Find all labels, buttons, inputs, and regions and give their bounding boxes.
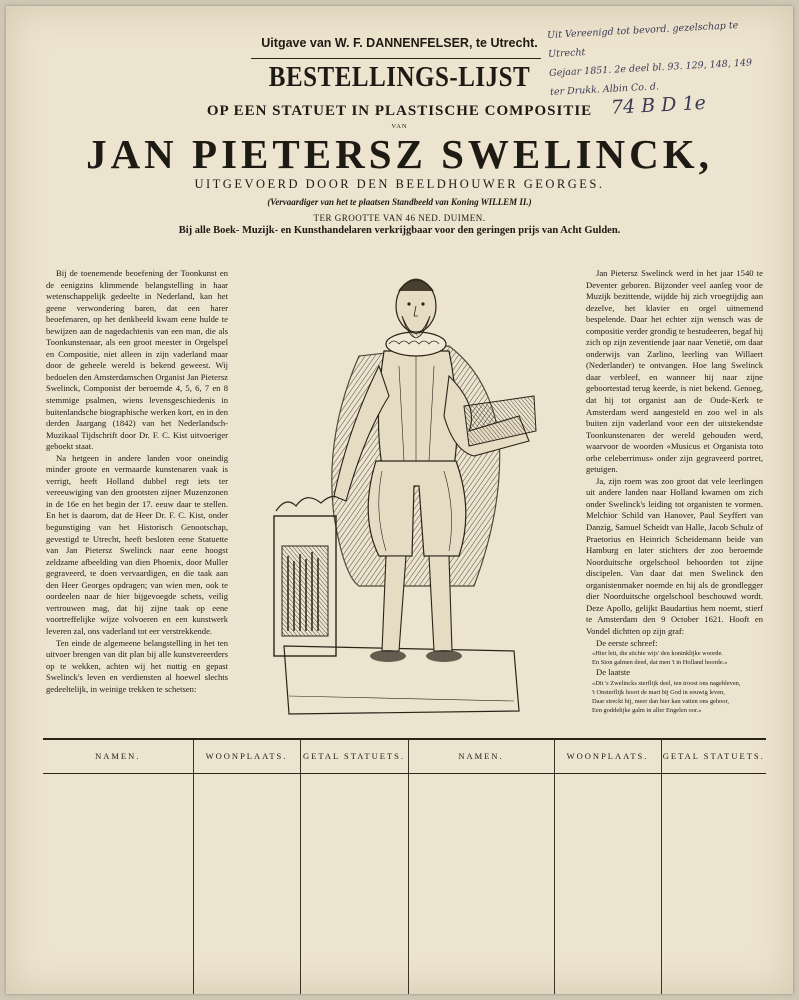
page-title: BESTELLINGS-LIJST [268,61,531,93]
poem-line: Een goddelijke galm in aller Engelen oor.» [592,706,702,714]
left-text-column [46,268,228,695]
header-rule [251,58,541,59]
table-cell [43,773,193,994]
statue-engraving [264,256,554,726]
handwritten-signature: 74 B D 1e [610,91,707,119]
column-header-residence: WOONPLAATS. [193,739,300,773]
paragraph: De eerste schreef: [596,637,658,648]
paragraph: Ja, zijn roem was zoo groot dat vele leerlingen uit andere landen naar Holland kwamen om zich onder Swelinck's leiding tot organisten te vormen. Melchior Schild van Hanover, Paul Seyffert van Danzig, Samuel Scheidt van Halle, Jacob Schulz of Praetorius en Heinrich Scheidemann beide van Hamburg en later stichters der zoo beroemde Noorduitsche orgelschool behoorden tot zijne discipelen. Van daar dat men Swelinck den organistenmaker noemde en hij als de grondlegger dier Noorduitsche orgelschool beschouwd wordt. Deze Apollo, gelijkt Baudartius hem noemt, stierf te Amsterdam den 9 October 1621. Hooft en Vondel dichtten op zijn graf: [586,475,763,636]
table-cell [408,773,554,994]
handwritten-line-2: Gejaar 1851. 2e deel bl. 93. 129, 148, 149 [548,57,753,80]
column-header-count: GETAL STATUETS. [300,739,408,773]
table-cell [300,773,408,994]
poem-line: Daar streckt hij, meer dan hier kan vatten ons gehoor, [592,697,729,705]
handwritten-line-1: Uit Vereenigd tot bevord. gezelschap te Utrecht [546,20,739,61]
handwritten-line-3: ter Drukk. Albin Co. d. [549,81,660,98]
poem-line: 't Onsterflijk hoort de mart bij God in eeuwig leven, [592,688,725,696]
composer-name: JAN PIETERSZ SWELINCK, [86,131,713,177]
column-header-names: NAMEN. [408,739,554,773]
availability-line: Bij alle Boek- Muzijk- en Kunsthandelaren verkrijgbaar voor den geringen prijs van Acht Gulden. [178,225,621,236]
sculptor-note: (Vervaardiger van het te plaatsen Standbeeld van Koning WILLEM II.) [267,197,532,207]
table-row [43,773,766,994]
publisher-line: Uitgave van W. F. DANNENFELSER, te Utrecht. [261,36,538,50]
sculptor-line: UITGEVOERD DOOR DEN BEELDHOUWER GEORGES. [194,177,605,191]
paragraph: Ten einde de algemeene belangstelling in het ten uitvoer brengen van dit plan bij alle kunstvereerders op te wekken, achten wij het nuttig en gepast Swelinck's leven en verdiensten al hoewel slechts gedeeltelijk, in weinige trekken te schetsen: [46,637,228,694]
page-subtitle: OP EEN STATUET IN PLASTISCHE COMPOSITIE [206,103,593,119]
table-cell [661,773,766,994]
column-header-count: GETAL STATUETS. [661,739,766,773]
poem-line: En Sion galmen deed, dat men 't in Holland hoorde.» [592,659,728,667]
document-sheet [6,6,793,994]
column-header-residence: WOONPLAATS. [554,739,661,773]
poem-line: «Hier leit, die stichte wijs' den koninklijke woorde. [592,650,723,658]
size-line: TER GROOTTE VAN 46 NED. DUIMEN. [313,213,486,223]
paragraph: Bij de toenemende beoefening der Toonkunst en de eenigzins klimmende belangstelling in haar wetenschappelijk gedeelte in Nederland, kan het geene verwondering baren, dat een harer beoefenaren, op het denkbeeld kwam eene hulde te bewijzen aan de nagedachtenis van een man, die als Toonkunstenaar, als een groot meester in Orgelspel en Compositie, niet alleen in zijn vaderland maar door de geheele wereld is bekend geweest. Wij bedoelen den Amsterdamschen Organist Jan Pietersz Swelinck, Componist der beroemde 4, 5, 6, 7 en 8 stemmige psalmen, wiens levensgeschiedenis in buitenlandsche biographische werken kort, en in den derden Jaargang (1842) van het Nederlandsch-Muzikaal Tijdschrift door Dr. F. C. Kist uitvoeriger geboekt staat. [46,268,228,452]
poem-line: «Dit 's Zwelincks sterflijk deel, ten troost ons nagebleven, [592,679,741,687]
paragraph: De laatste [596,667,631,678]
column-header-names: NAMEN. [43,739,193,773]
van-label: VAN [391,123,408,130]
table-cell [554,773,661,994]
table-cell [193,773,300,994]
right-text-column [586,268,763,715]
paragraph: Na hetgeen in andere landen voor oneindig minder groote en vermaarde kunstenaren vaak is verrigt, heeft Holland dubbel regt iets ter vereeuwiging van den grootsten zijner Muzenzonen in de 16e en het begin der 17. eeuw daar te stellen. En het is daarom, dat de Heer Dr. F. C. Kist, onder begunstiging van het Historisch Genootschap, gevestigd te Utrecht, heeft besloten eene Statuette van Jan Pietersz Swelinck naar eene hoogst zeldzame afbeelding van dien Phoenix, door Muller gegraveerd, te doen vervaardigen, en die taak aan den Heer Georges opdragen; van wien men, ook te oordeelen naar de hier bijgevoegde schets, veilig vertrouwen mag, dat hij zijne taak op eene voortreffelijke wijze volvoeren en een kunstwerk leveren zal, ons vaderland tot eer verstrekkende. [46,452,228,636]
order-table [43,738,766,994]
paragraph: Jan Pietersz Swelinck werd in het jaar 1540 te Deventer geboren. Bijzonder veel aanleg voor de Muzijk bezittende, wijdde hij zich vroegtijdig aan dezelve, het klavier en orgel uitnemend bespelende. Daar het echter zijn wensch was de compositie verder grondig te bestudeeren, begaf hij zich op zijn zeventiende jaar naar Venetië, om daar onderwijs van Zarlino, leerling van Willaert (Nederlander) te ontvangen. Hoe lang Swelinck daar verbleef, en wanneer hij naar zijne geboortestad terug keerde, is niet bekend. Genoeg, dat hij tot organist aan de Oude-Kerk te Amsterdam werd aangesteld en zoo wel in als buiten zijn vaderland voor een der uitstekendste Toonkunstenaren der wereld gehouden werd, waarvoor de woorden «Musicus et Organista toto orbe celeberrimus» onder zijn gegraveerd portret, getuigen. [586,268,763,475]
